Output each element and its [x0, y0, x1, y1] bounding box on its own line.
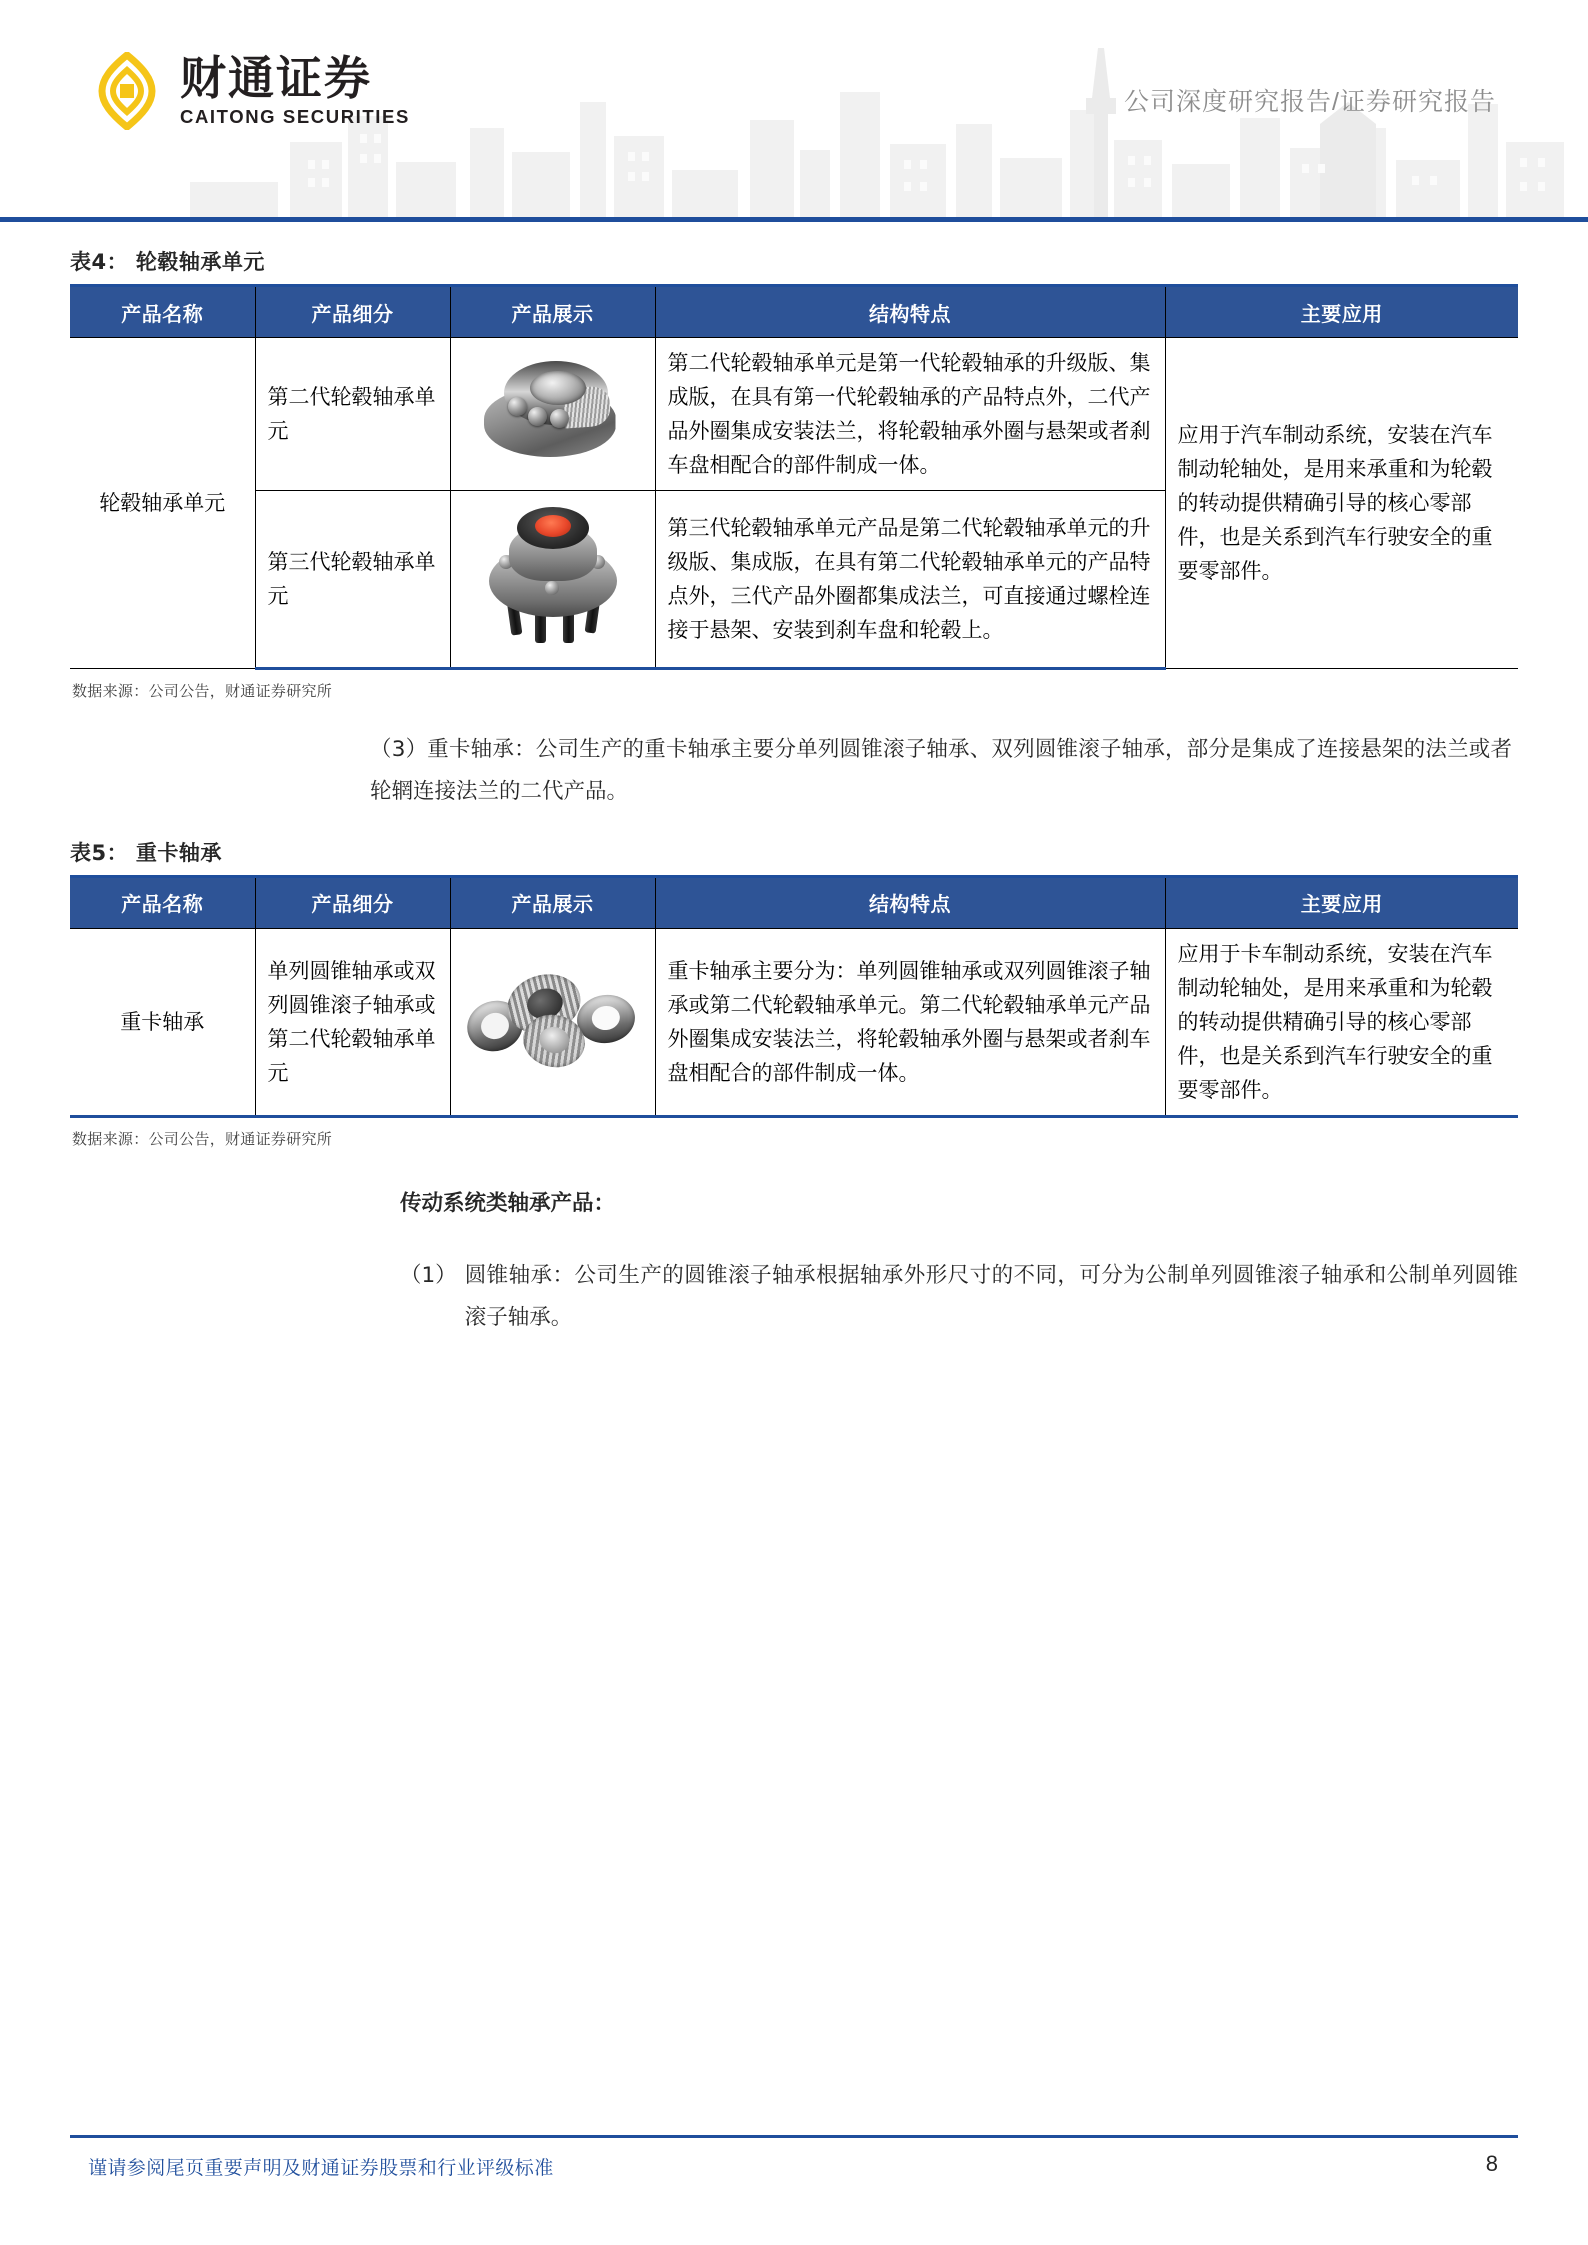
list-item: [70, 1255, 1518, 1339]
table4-col-features: 结构特点: [655, 286, 1165, 338]
table4-header-row: [70, 286, 1518, 338]
section-heading: 传动系统类轴承产品：: [400, 1191, 616, 1216]
third-generation-hub-bearing-photo: [483, 499, 623, 649]
header-divider: [0, 217, 1588, 222]
table4-source: 数据来源：公司公告，财通证券研究所: [72, 682, 333, 701]
tapered-roller-bearings-photo: [463, 957, 643, 1077]
table-row: [70, 928, 1518, 1116]
brand-logo: [90, 52, 410, 130]
brand-name-cn: 财通证券: [180, 50, 372, 105]
table4-col-subdivision: 产品细分: [255, 286, 450, 338]
footer-disclaimer: 谨请参阅尾页重要声明及财通证券股票和行业评级标准: [88, 2157, 554, 2179]
table5-col-features: 结构特点: [655, 876, 1165, 928]
table4-row1-subdivision: 第二代轮毂轴承单元: [255, 338, 450, 491]
table5: [70, 875, 1518, 1118]
table5-features: 重卡轴承主要分为：单列圆锥轴承或双列圆锥滚子轴承或第二代轮毂轴承单元。第二代轮毂轴承单元产品外圈集成安装法兰，将轮毂轴承外圈与悬架或者刹车盘相配合的部件制成一体。: [655, 928, 1165, 1116]
table4-row1-image-cell: [450, 338, 655, 491]
footer-divider: [70, 2135, 1518, 2138]
report-type-caption: 公司深度研究报告/证券研究报告: [1124, 88, 1496, 116]
table4-product-name: 轮毂轴承单元: [70, 338, 255, 669]
table4-row2-image-cell: [450, 491, 655, 669]
item1-number: （1）: [400, 1262, 457, 1288]
table5-col-application: 主要应用: [1165, 876, 1518, 928]
table5-header-row: [70, 876, 1518, 928]
page-number: 8: [1485, 2151, 1498, 2176]
page-footer: [0, 2105, 1588, 2245]
table4: [70, 284, 1518, 670]
paragraph-3: （3）重卡轴承：公司生产的重卡轴承主要分单列圆锥滚子轴承、双列圆锥滚子轴承，部分是集成了连接悬架的法兰或者轮辋连接法兰的二代产品。: [370, 737, 1512, 804]
page-header: [0, 0, 1588, 222]
table5-col-product-name: 产品名称: [70, 876, 255, 928]
table4-title: 表4： 轮毂轴承单元: [70, 250, 265, 274]
table4-col-display: 产品展示: [450, 286, 655, 338]
table4-application: 应用于汽车制动系统，安装在汽车制动轮轴处，是用来承重和为轮毂的转动提供精确引导的核心零部件，也是关系到汽车行驶安全的重要零部件。: [1165, 338, 1518, 669]
table4-row2-subdivision: 第三代轮毂轴承单元: [255, 491, 450, 669]
table4-col-application: 主要应用: [1165, 286, 1518, 338]
table5-product-name: 重卡轴承: [70, 928, 255, 1116]
item1-text: 圆锥轴承：公司生产的圆锥滚子轴承根据轴承外形尺寸的不同，可分为公制单列圆锥滚子轴承和公制单列圆锥滚子轴承。: [464, 1262, 1518, 1330]
second-generation-hub-bearing-photo: [478, 349, 628, 469]
table5-source: 数据来源：公司公告，财通证券研究所: [72, 1130, 333, 1148]
table5-subdivision: 单列圆锥轴承或双列圆锥滚子轴承或第二代轮毂轴承单元: [255, 928, 450, 1116]
table4-col-product-name: 产品名称: [70, 286, 255, 338]
table4-row2-features: 第三代轮毂轴承单元产品是第二代轮毂轴承单元的升级版、集成版，在具有第二代轮毂轴承单元的产品特点外，三代产品外圈都集成法兰，可直接通过螺栓连接于悬架、安装到刹车盘和轮毂上。: [655, 491, 1165, 669]
table5-col-display: 产品展示: [450, 876, 655, 928]
page-content: [0, 246, 1588, 1339]
brand-name-en: CAITONG SECURITIES: [180, 106, 410, 128]
table-row: [70, 338, 1518, 491]
table5-col-subdivision: 产品细分: [255, 876, 450, 928]
table5-application: 应用于卡车制动系统，安装在汽车制动轮轴处，是用来承重和为轮毂的转动提供精确引导的核心零部件，也是关系到汽车行驶安全的重要零部件。: [1165, 928, 1518, 1116]
table5-image-cell: [450, 928, 655, 1116]
table4-row1-features: 第二代轮毂轴承单元是第一代轮毂轴承的升级版、集成版，在具有第一代轮毂轴承的产品特点外，二代产品外圈集成安装法兰，将轮毂轴承外圈与悬架或者刹车盘相配合的部件制成一体。: [655, 338, 1165, 491]
caitong-logo-icon: [90, 52, 164, 130]
table5-title: 表5： 重卡轴承: [70, 840, 222, 865]
